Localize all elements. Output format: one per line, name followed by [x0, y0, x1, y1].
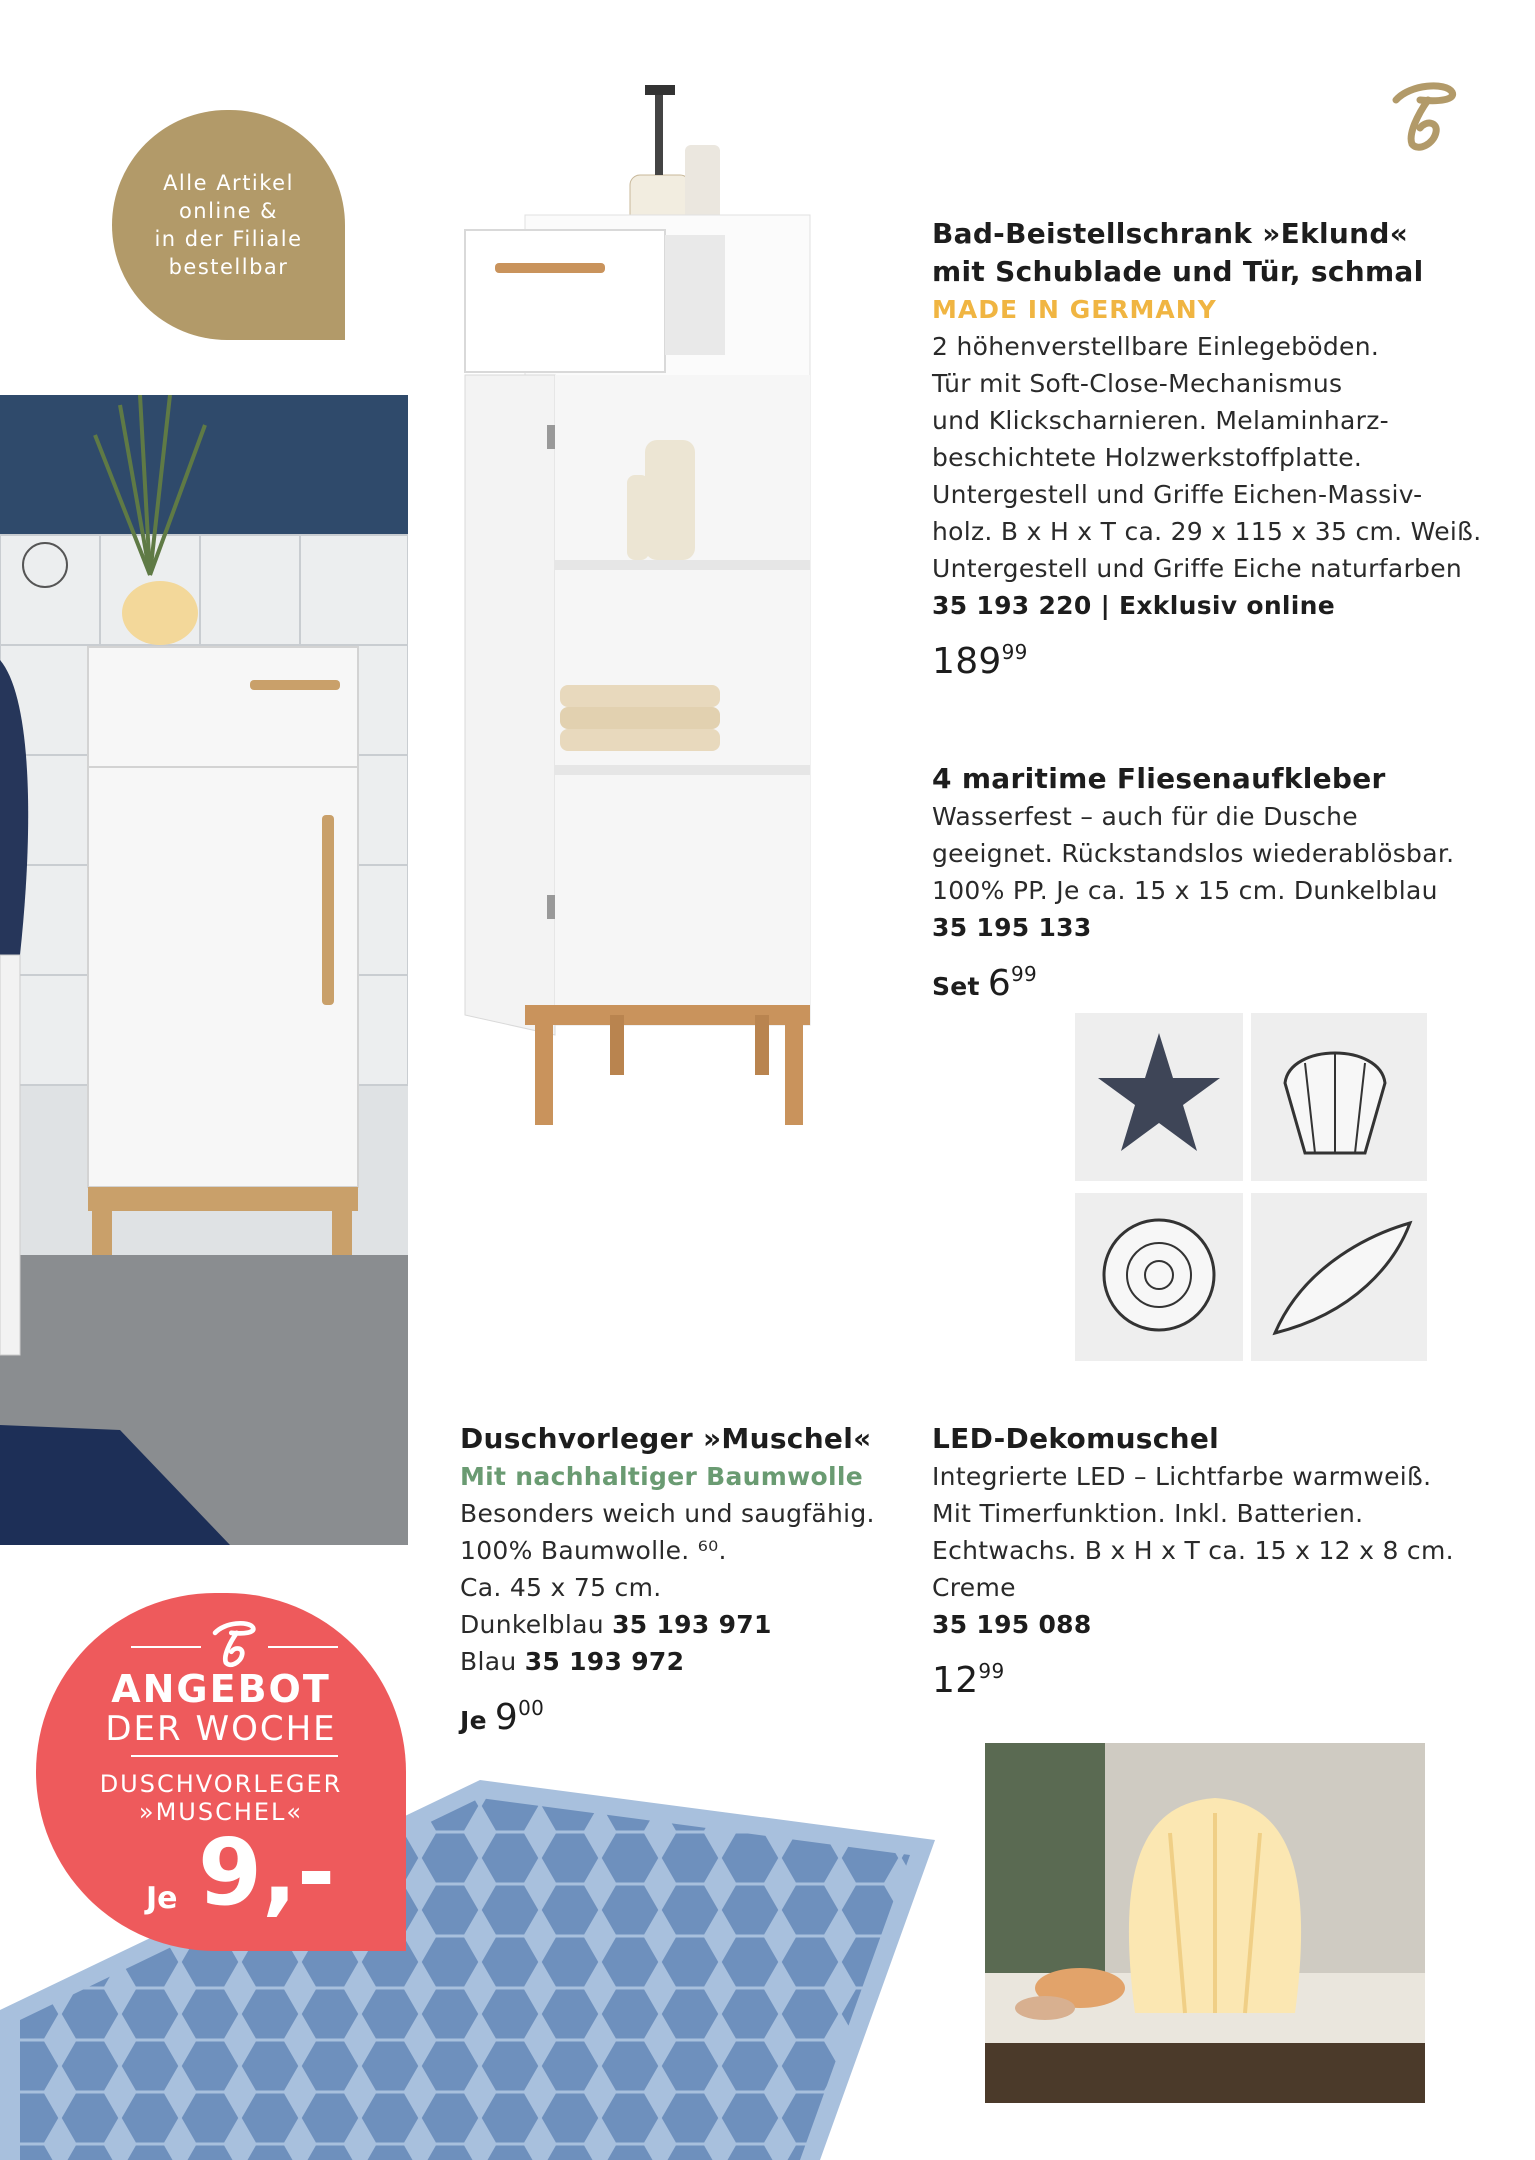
- article-number: 35 195 133: [932, 913, 1092, 942]
- price: $12^{99}$: [932, 1659, 1005, 1701]
- badge-line: in der Filiale: [154, 227, 303, 251]
- product-tile-stickers: [932, 760, 1454, 1007]
- product-subtitle: MADE IN GERMANY: [932, 295, 1217, 324]
- product-bath-mat: [460, 1420, 875, 1741]
- product-description: 2 höhenverstellbare Einlegeböden. Tür mit Soft-Close-Mechanismus und Klickscharnieren. Melaminharz- beschichtete Holzwerkstoffplatte. Untergestell und Griffe Eichen-Massiv- holz. B x H x T ca. 29 x 115 x 35 cm. Weiß. Untergestell und Griffe Eiche naturfarben: [932, 332, 1482, 583]
- product-description: Integrierte LED – Lichtfarbe warmweiß. Mit Timerfunktion. Inkl. Batterien. Echtwachs. B x H x T ca. 15 x 12 x 8 cm. Creme: [932, 1462, 1454, 1602]
- brand-logo-icon: [211, 1618, 257, 1668]
- product-title: Duschvorleger »Muschel«: [460, 1422, 872, 1455]
- product-title: mit Schublade und Tür, schmal: [932, 255, 1424, 288]
- product-title: Bad-Beistellschrank »Eklund«: [932, 217, 1409, 250]
- bathroom-lifestyle-photo: [0, 395, 408, 1545]
- divider: [131, 1755, 338, 1757]
- availability-badge: [112, 110, 345, 340]
- cabinet-product-photo: [455, 75, 890, 1135]
- tile-stickers-photo: [1075, 1013, 1427, 1361]
- price: $189^{99}$: [932, 640, 1028, 682]
- article-number: 35 193 220 | Exklusiv online: [932, 591, 1336, 620]
- led-shell-photo: [985, 1743, 1425, 2103]
- price: Set $6^{99}$: [932, 962, 1038, 1004]
- offer-of-the-week-badge: [36, 1593, 406, 1951]
- divider: [268, 1646, 338, 1648]
- offer-subtitle: DER WOCHE: [105, 1709, 337, 1749]
- product-title: 4 maritime Fliesenaufkleber: [932, 762, 1386, 795]
- price: Je $9^{00}$: [460, 1696, 545, 1738]
- brand-logo-icon: [1390, 78, 1458, 152]
- badge-line: online &: [178, 199, 279, 223]
- article-number: 35 195 088: [932, 1610, 1092, 1639]
- product-subtitle: Mit nachhaltiger Baumwolle: [460, 1462, 863, 1491]
- badge-line: Alle Artikel: [163, 171, 294, 195]
- product-description: Besonders weich und saugfähig. 100% Baumwolle. ⁶⁰. Ca. 45 x 75 cm. Dunkelblau 35 193 971 Blau 35 193 972: [460, 1499, 875, 1676]
- offer-price: Je 9,-: [146, 1819, 336, 1926]
- product-title: LED-Dekomuschel: [932, 1422, 1220, 1455]
- product-cabinet: [932, 215, 1481, 682]
- offer-title: ANGEBOT: [111, 1667, 331, 1711]
- badge-line: bestellbar: [168, 255, 289, 279]
- product-led-shell: [932, 1420, 1454, 1701]
- offer-product: DUSCHVORLEGER »MUSCHEL«: [99, 1770, 343, 1826]
- divider: [131, 1646, 201, 1648]
- product-description: Wasserfest – auch für die Dusche geeignet. Rückstandslos wiederablösbar. 100% PP. Je ca. 15 x 15 cm. Dunkelblau: [932, 802, 1455, 905]
